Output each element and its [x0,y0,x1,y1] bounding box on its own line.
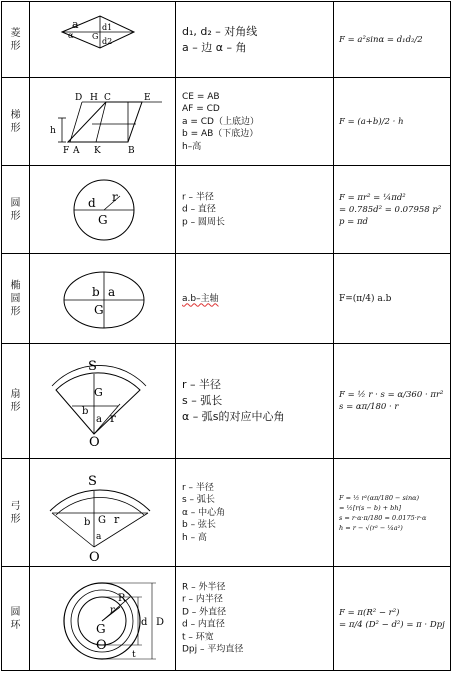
shape-name: 梯 形 [10,109,21,134]
label-b: b [84,517,91,528]
shape-diagram-cell [29,78,175,165]
label-a: a [72,18,79,31]
label-G: G [94,303,104,317]
shape-diagram-cell [29,254,175,343]
formula: F = a²sinα = d₁d₂/2 [339,34,423,45]
formula: F = π(R² − r²) = π/4 (D² − d²) = π · Dpj [339,607,445,630]
formula: F = πr² = ¼πd² = 0.785d² = 0.07958 p² p = πd [339,192,442,227]
shape-name-cell [1,344,29,458]
variables-cell [175,2,333,77]
label-r: r [110,605,115,616]
formula-cell [333,254,451,343]
trapezoid-diagram [30,78,176,166]
variables-list: a.b–主轴 [182,293,219,304]
shape-name: 椭 圆 形 [10,280,21,317]
label-r: r [114,513,120,526]
formula-cell [333,567,451,670]
formula: F = (a+b)/2 · h [339,116,404,127]
formula: F = ½ r²(απ/180 − sinα) = ½[r(s − b) + bh] s = r·α·π/180 = 0.0175·r·α h = r − √(r² − ¼a²) [339,493,427,532]
formula-cell [333,344,451,458]
label-d1: d1 [102,23,113,32]
shape-name: 弓 形 [10,500,21,525]
label-G: G [94,386,103,399]
annulus-diagram [30,567,176,672]
label-d: d [88,196,96,210]
label-a: a [96,414,102,425]
shape-name-cell [1,166,29,253]
label-d: d [141,617,148,628]
variables-cell [175,254,333,343]
label-A: A [73,146,80,156]
table-row [1,458,451,566]
variables-list: d₁, d₂ – 对角线 a – 边 α – 角 [182,24,258,54]
label-t: t [132,650,136,660]
shape-name: 圆 环 [10,606,21,631]
circle-diagram [30,166,176,254]
table-row [1,165,451,253]
shape-name: 菱 形 [10,27,21,52]
label-h: h [50,126,56,136]
shape-name-cell [1,567,29,670]
variables-cell [175,166,333,253]
variables-list: r – 半径 s – 弧长 α – 弧s的对应中心角 [182,378,285,423]
label-r: r [110,411,116,425]
label-a: a [96,532,102,542]
shape-diagram-cell [29,344,175,458]
label-H: H [90,93,98,103]
ellipse-diagram [30,254,176,344]
shape-name-cell [1,459,29,566]
rhombus-diagram [30,2,176,78]
label-O: O [96,638,107,653]
label-D: D [156,617,165,628]
sector-diagram [30,344,176,459]
label-d2: d2 [102,37,113,46]
table-row [1,253,451,343]
shape-name-cell [1,254,29,343]
formula-cell [333,166,451,253]
label-G: G [98,213,108,227]
variables-cell [175,459,333,566]
formula: F = ½ r · s = α/360 · πr² s = απ/180 · r [339,390,444,412]
label-G: G [96,622,106,636]
table-row [1,343,451,458]
variables-list: r – 半径 d – 直径 p – 圆周长 [182,191,225,227]
label-S: S [88,474,97,489]
variables-list: R – 外半径 r – 内半径 D – 外直径 d – 内直径 t – 环宽 Dpj – 平均直径 [182,582,244,655]
table-row [1,566,451,671]
label-D: D [75,93,83,103]
label-G: G [92,32,99,41]
label-b: b [82,406,89,417]
variables-cell [175,344,333,458]
label-B: B [128,146,135,156]
shape-diagram-cell [29,459,175,566]
formula-cell [333,459,451,566]
formula-cell [333,2,451,77]
shape-diagram-cell [29,166,175,253]
variables-cell [175,78,333,165]
area-formula-table [1,1,451,671]
label-S: S [88,359,97,374]
formula: F=(π/4) a.b [339,293,392,304]
variables-list: r – 半径 s – 弧长 α – 中心角 b – 弦长 h – 高 [182,482,226,543]
table-row [1,1,451,77]
shape-diagram-cell [29,567,175,670]
label-b: b [92,285,100,299]
label-a: a [108,285,116,299]
label-O: O [89,550,100,565]
shape-name: 圆 形 [10,197,21,222]
label-O: O [89,435,100,450]
label-R: R [118,593,126,604]
variables-cell [175,567,333,670]
label-r: r [112,190,118,204]
formula-cell [333,78,451,165]
shape-diagram-cell [29,2,175,77]
label-C: C [104,93,111,103]
label-G: G [98,515,106,526]
table-row [1,77,451,165]
label-F: F [63,146,70,156]
variables-list: CE = AB AF = CD a = CD（上底边） b = AB（下底边） h–高 [182,91,259,152]
shape-name-cell [1,2,29,77]
label-K: K [94,146,101,156]
shape-name: 扇 形 [10,389,21,413]
segment-diagram [30,459,176,567]
label-alpha: α [68,31,74,40]
shape-name-cell [1,78,29,165]
label-E: E [144,93,151,103]
